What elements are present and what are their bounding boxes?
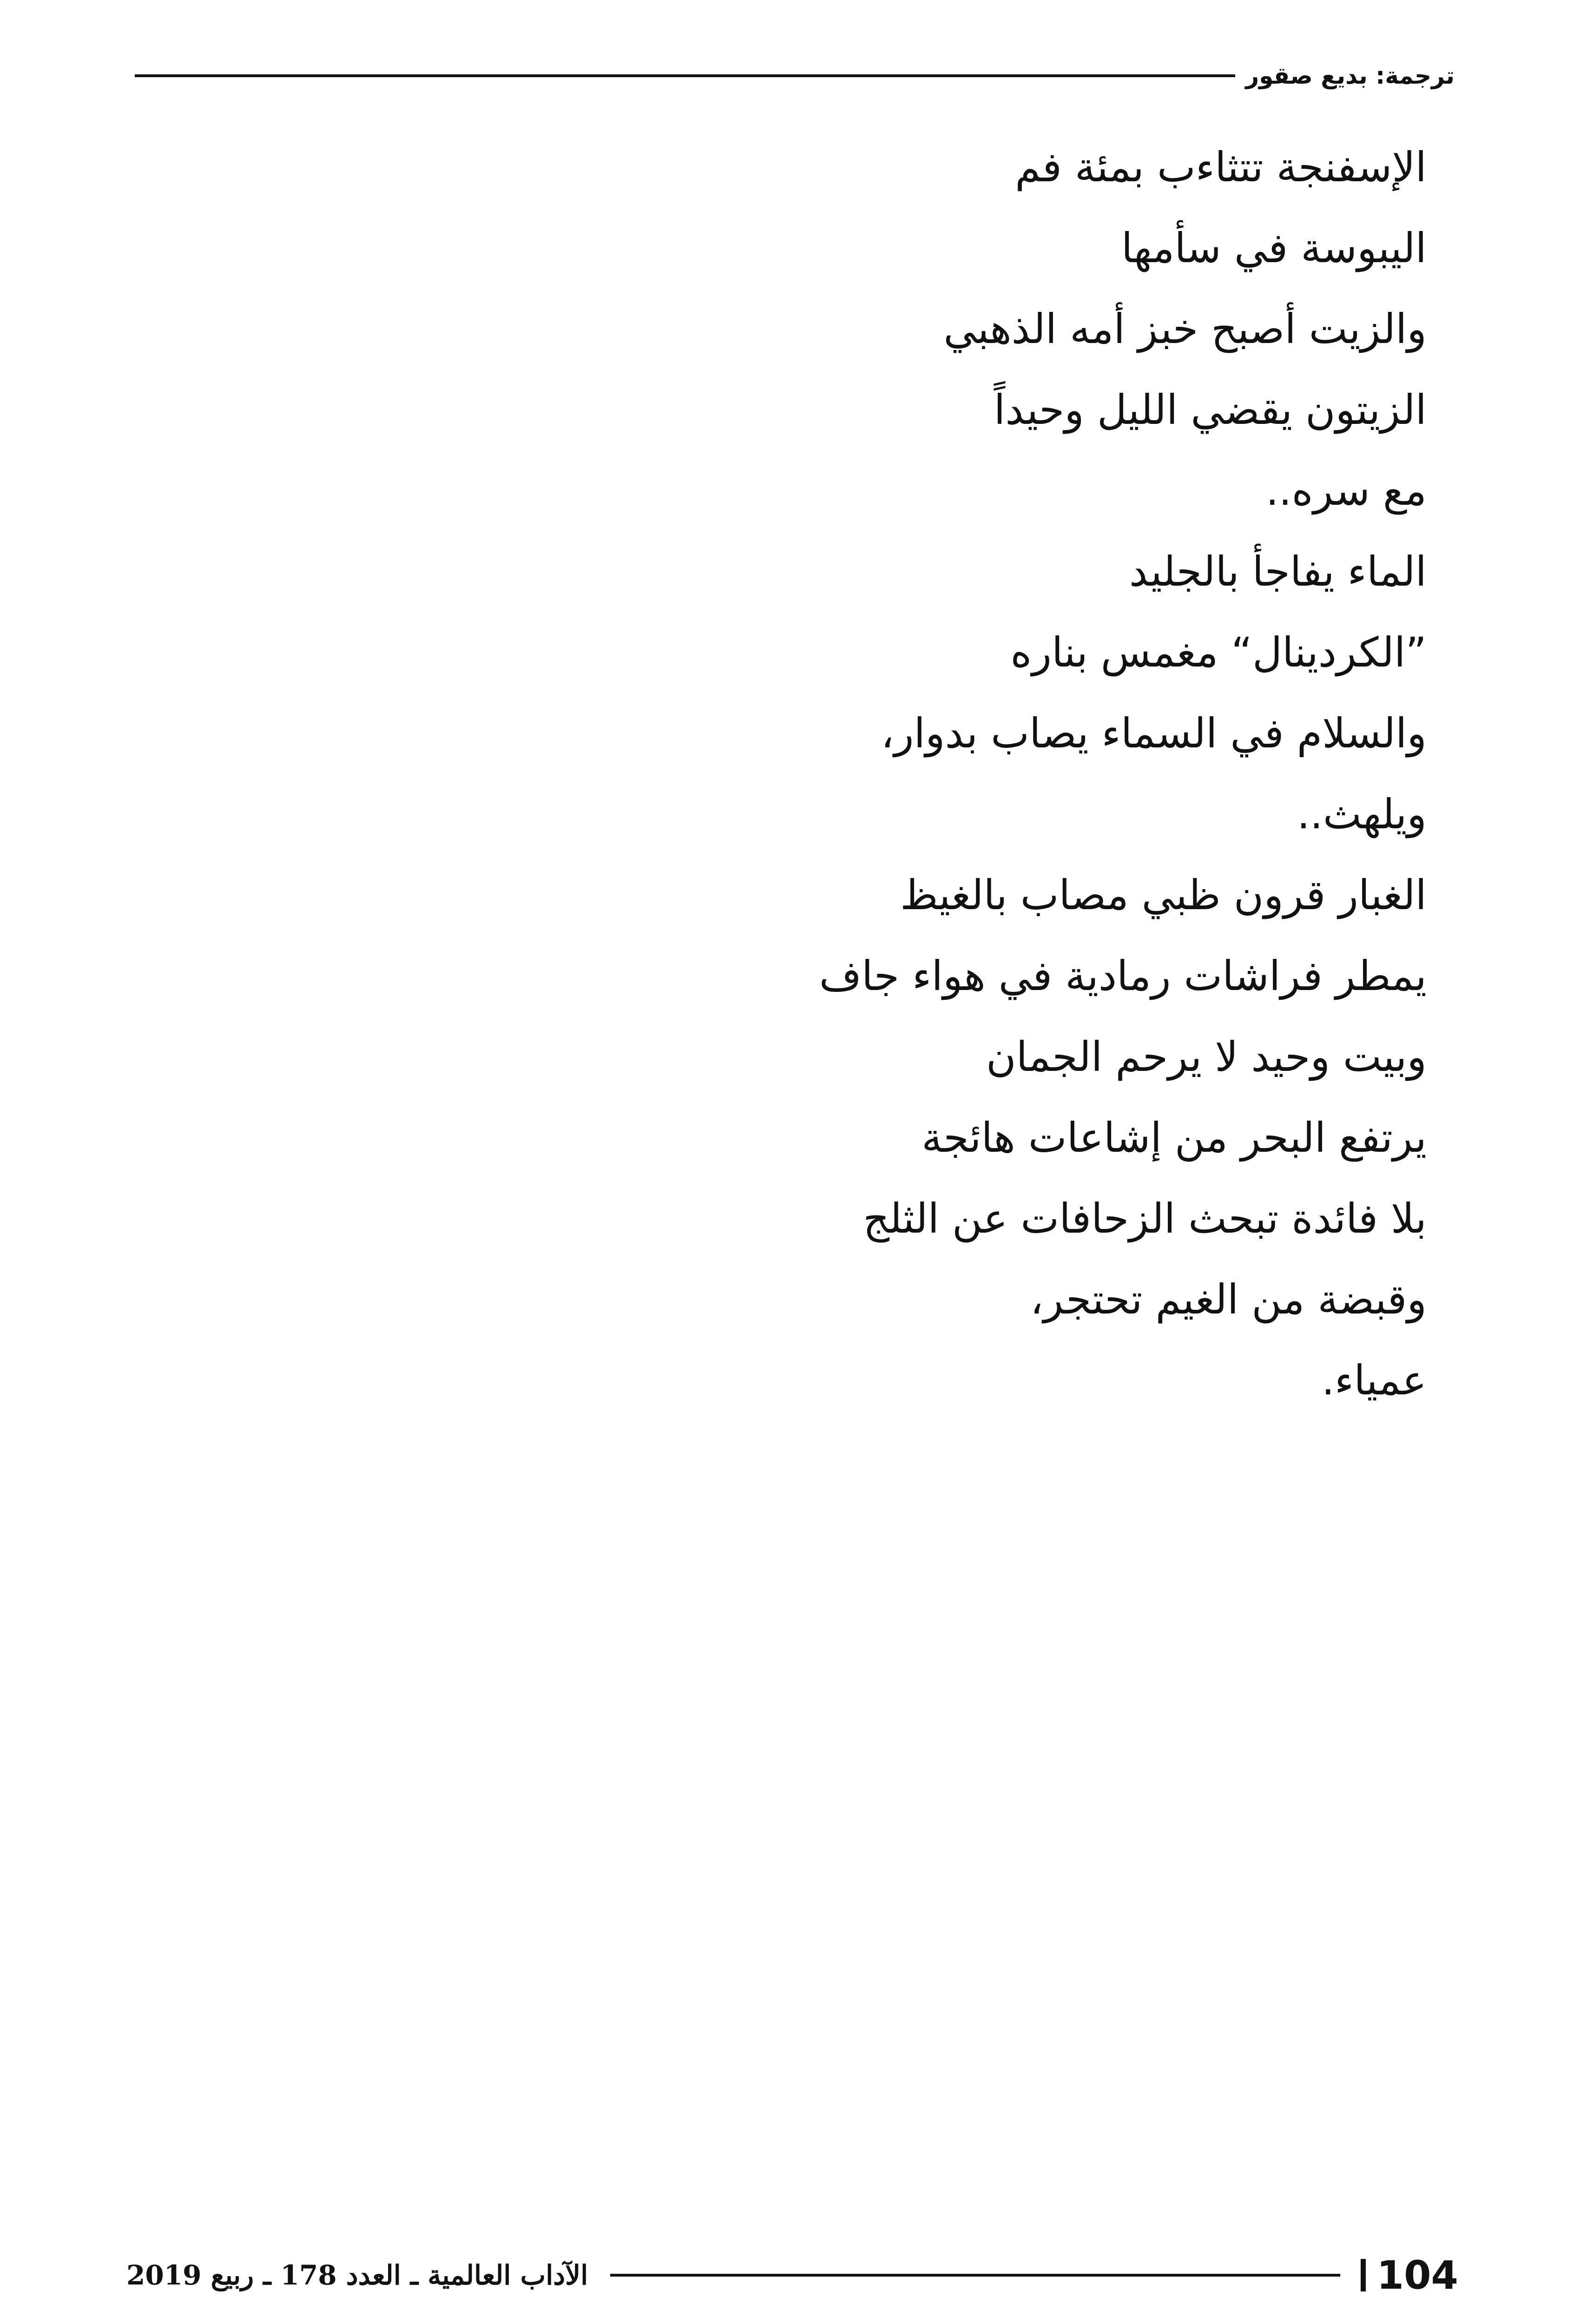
- header-rule: [135, 74, 1235, 77]
- poem-line: والزيت أصبح خبز أمه الذهبي: [943, 305, 1427, 353]
- poem-line: يمطر فراشات رمادية في هواء جاف: [819, 952, 1427, 1000]
- poem-line: ”الكردينال“ مغمس بناره: [1010, 628, 1427, 676]
- poem-line: اليبوسة في سأمها: [1121, 224, 1427, 272]
- poem-line: يرتفع البحر من إشاعات هائجة: [922, 1114, 1427, 1162]
- poem-line: الإسفنجة تتثاءب بمئة فم: [1015, 143, 1427, 191]
- poem-line: والسلام في السماء يصاب بدوار،: [881, 709, 1427, 757]
- poem-line: الغبار قرون ظبي مصاب بالغيظ: [900, 871, 1427, 919]
- translator-credit: ترجمة: بديع صقور: [1245, 62, 1455, 89]
- poem-line: مع سره..: [1265, 467, 1427, 515]
- poem-line: عمياء.: [1321, 1356, 1427, 1404]
- poem-line: وقبضة من الغيم تحتجر،: [1030, 1275, 1427, 1323]
- footer-rule: [610, 2274, 1340, 2277]
- poem-line: الماء يفاجأ بالجليد: [1129, 548, 1427, 595]
- poem-body: [218, 135, 1427, 1429]
- page-number-divider: [1361, 2259, 1366, 2291]
- poem-line: ويلهث..: [1297, 790, 1427, 838]
- poem-line: الزيتون يقضي الليل وحيداً: [994, 386, 1427, 434]
- page-footer: [126, 2250, 1458, 2301]
- poem-line: بلا فائدة تبحث الزحافات عن الثلج: [863, 1195, 1427, 1242]
- journal-issue-label: الآداب العالمية ـ العدد 178 ـ ربيع 2019: [126, 2259, 588, 2291]
- poem-line: وبيت وحيد لا يرحم الجمان: [986, 1033, 1427, 1081]
- running-header: [135, 55, 1455, 97]
- page-number: 104: [1376, 2252, 1458, 2298]
